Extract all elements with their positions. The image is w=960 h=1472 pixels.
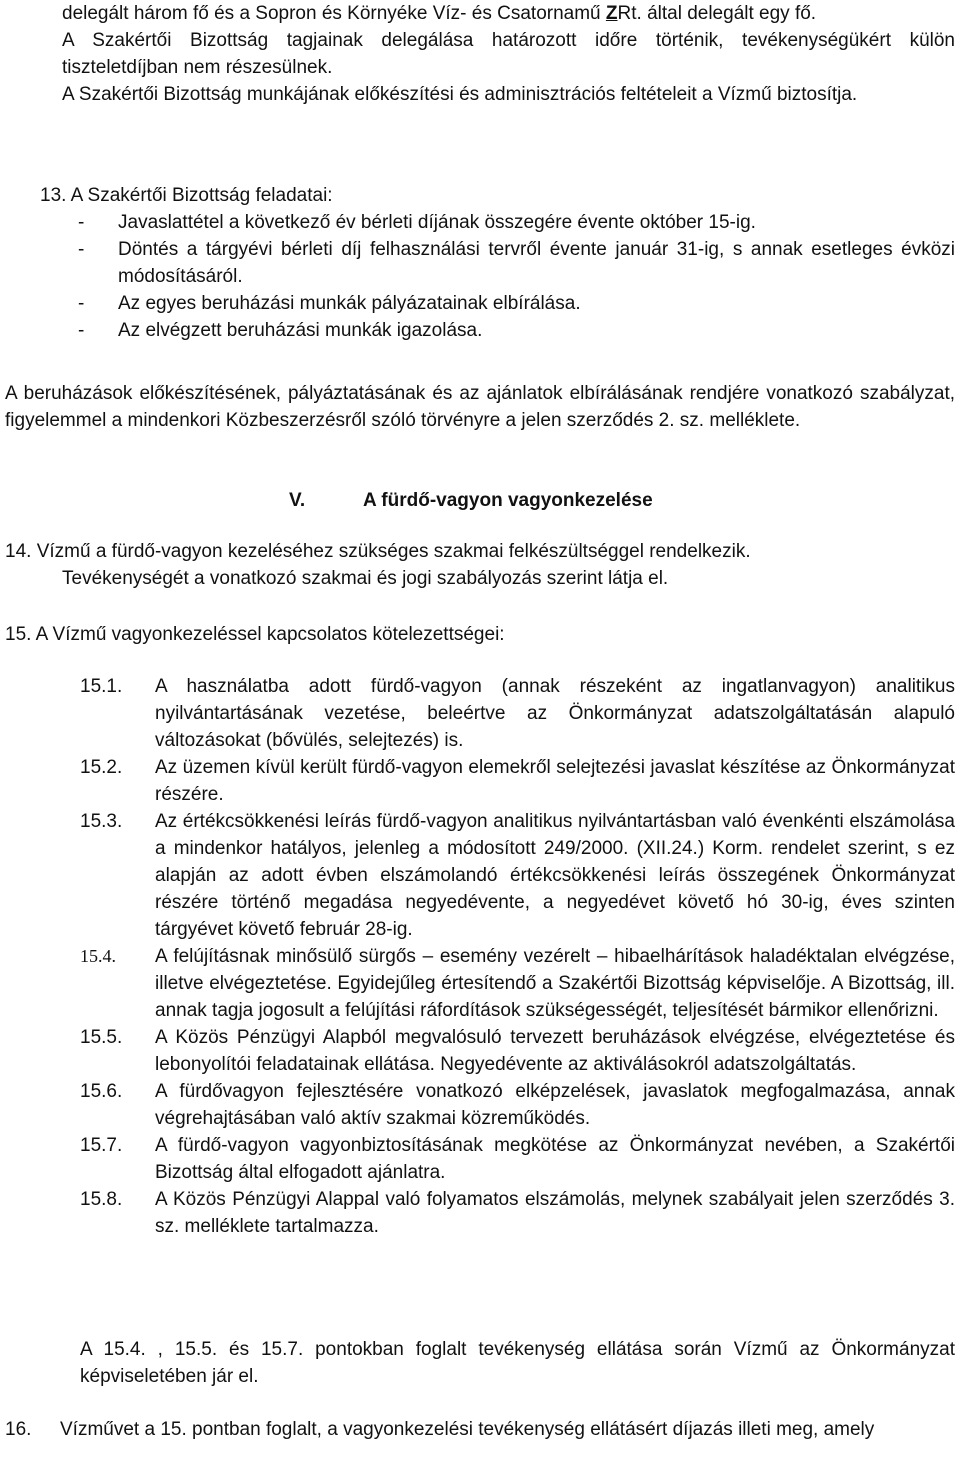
section-15-items: [80, 673, 955, 1240]
item-text: A Közös Pénzügyi Alapból megvalósuló tervezett beruházások elvégzése, elvégeztetése és lebonyolítói feladatainak ellátása. Negyedévente az aktiválásokról adatszolgáltatás.: [155, 1027, 955, 1075]
section-13-item: - Az egyes beruházási munkák pályázatainak elbírálása.: [78, 290, 955, 317]
item-number: 15.5.: [80, 1027, 123, 1048]
section-13-item: - Döntés a tárgyévi bérleti díj felhasználási tervről évente január 31-ig, s annak esetleges évközi módosításáról.: [78, 236, 955, 290]
list-item: [80, 754, 955, 808]
dash-bullet: -: [78, 320, 85, 341]
intro-paragraph-1: delegált három fő és a Sopron és Környéke Víz- és Csatornamű ZRt. által delegált egy fő.: [62, 3, 817, 24]
section-16: [5, 1416, 955, 1443]
chapter-title: A fürdő-vagyon vagyonkezelése: [363, 490, 653, 511]
section-15-note: A 15.4. , 15.5. és 15.7. pontokban foglalt tevékenység ellátása során Vízmű az Önkormányzat képviseletében jár el.: [80, 1339, 955, 1387]
list-item: [80, 943, 955, 1024]
item-text: Az üzemen kívül került fürdő-vagyon elemekről selejtezési javaslat készítése az Önkormányzat részére.: [155, 757, 955, 805]
item-number: 15.4.: [80, 946, 116, 966]
section-13-item: - Javaslattétel a következő év bérleti díjának összegére évente október 15-ig.: [78, 209, 955, 236]
item-text: A Közös Pénzügyi Alappal való folyamatos elszámolás, melynek szabályait jelen szerződés 3. sz. melléklete tartalmazza.: [155, 1189, 955, 1237]
section-13: [40, 182, 955, 344]
section-13-title: 13. A Szakértői Bizottság feladatai:: [40, 185, 333, 206]
section-16-text: Vízművet a 15. pontban foglalt, a vagyonkezelési tevékenység ellátásért díjazás illeti meg, amely: [60, 1419, 875, 1440]
item-text: A fürdő-vagyon vagyonbiztosításának megkötése az Önkormányzat nevében, a Szakértői Bizottság által elfogadott ajánlatra.: [155, 1135, 955, 1183]
list-item: [80, 1132, 955, 1186]
procurement-paragraph: A beruházások előkészítésének, pályáztatásának és az ajánlatok elbírálásának rendjére vonatkozó szabályzat, figyelemmel a mindenkori Közbeszerzésről szóló törvényre a jelen szerződés 2. sz. melléklete.: [5, 383, 955, 431]
dash-bullet: -: [78, 239, 85, 260]
list-item: [80, 673, 955, 754]
item-text: A fürdővagyon fejlesztésére vonatkozó elképzelések, javaslatok megfogalmazása, annak végrehajtásában való aktív szakmai közreműködés.: [155, 1081, 955, 1129]
item-number: 15.2.: [80, 757, 123, 778]
section-16-number: 16.: [5, 1419, 32, 1440]
intro-paragraph-2: A Szakértői Bizottság tagjainak delegálása határozott időre történik, tevékenységükért külön tiszteletdíjban nem részesülnek.: [62, 30, 955, 78]
list-item: [80, 808, 955, 943]
item-number: 15.6.: [80, 1081, 123, 1102]
item-number: 15.7.: [80, 1135, 123, 1156]
underlined-letter: Z: [605, 3, 618, 24]
item-number: 15.3.: [80, 811, 123, 832]
list-item: [80, 1186, 955, 1240]
item-text: A felújításnak minősülő sürgős – esemény vezérelt – hibaelhárítások haladéktalan elvégzése, illetve elvégeztetése. Egyidejűleg értesítendő a Szakértői Bizottság képviselője. A Bizottság, ill. annak tagja jogosult a felújítási ráfordítások szükségességét, teljesítését bármikor ellenőrizni.: [155, 946, 955, 1021]
list-item: [80, 1078, 955, 1132]
chapter-number: V.: [289, 490, 306, 511]
section-14-line-1: 14. Vízmű a fürdő-vagyon kezeléséhez szükséges szakmai felkészültséggel rendelkezik.: [5, 541, 751, 562]
item-number: 15.8.: [80, 1189, 123, 1210]
intro-block: [62, 0, 955, 108]
section-14-line-2: Tevékenységét a vonatkozó szakmai és jogi szabályozás szerint látja el.: [62, 568, 669, 589]
section-13-item: - Az elvégzett beruházási munkák igazolása.: [78, 317, 955, 344]
item-number: 15.1.: [80, 676, 123, 697]
item-text: Az értékcsökkenési leírás fürdő-vagyon analitikus nyilvántartásban való évenkénti elszámolása a mindenkor hatályos, jelenleg a módosított 249/2000. (XII.24.) Korm. rendelet szerint, s ez alapján az adott évben elszámolandó értékcsökkenési leírás összegének Önkormányzat részére történő megadása negyedévente, a negyedévet követő hó 30-ig, éves szinten tárgyévet követő február 28-ig.: [155, 811, 955, 940]
intro-paragraph-3: A Szakértői Bizottság munkájának előkészítési és adminisztrációs feltételeit a Vízmű biztosítja.: [62, 84, 858, 105]
item-text: A használatba adott fürdő-vagyon (annak részeként az ingatlanvagyon) analitikus nyilvántartásának vezetése, beleértve az Önkormányzat adatszolgáltatásán alapuló változásokat (bővülés, selejtezés) is.: [155, 676, 955, 751]
list-item: [80, 1024, 955, 1078]
dash-bullet: -: [78, 212, 85, 233]
section-15-title: 15. A Vízmű vagyonkezeléssel kapcsolatos kötelezettségei:: [5, 624, 505, 645]
dash-bullet: -: [78, 293, 85, 314]
section-14: [5, 538, 955, 592]
